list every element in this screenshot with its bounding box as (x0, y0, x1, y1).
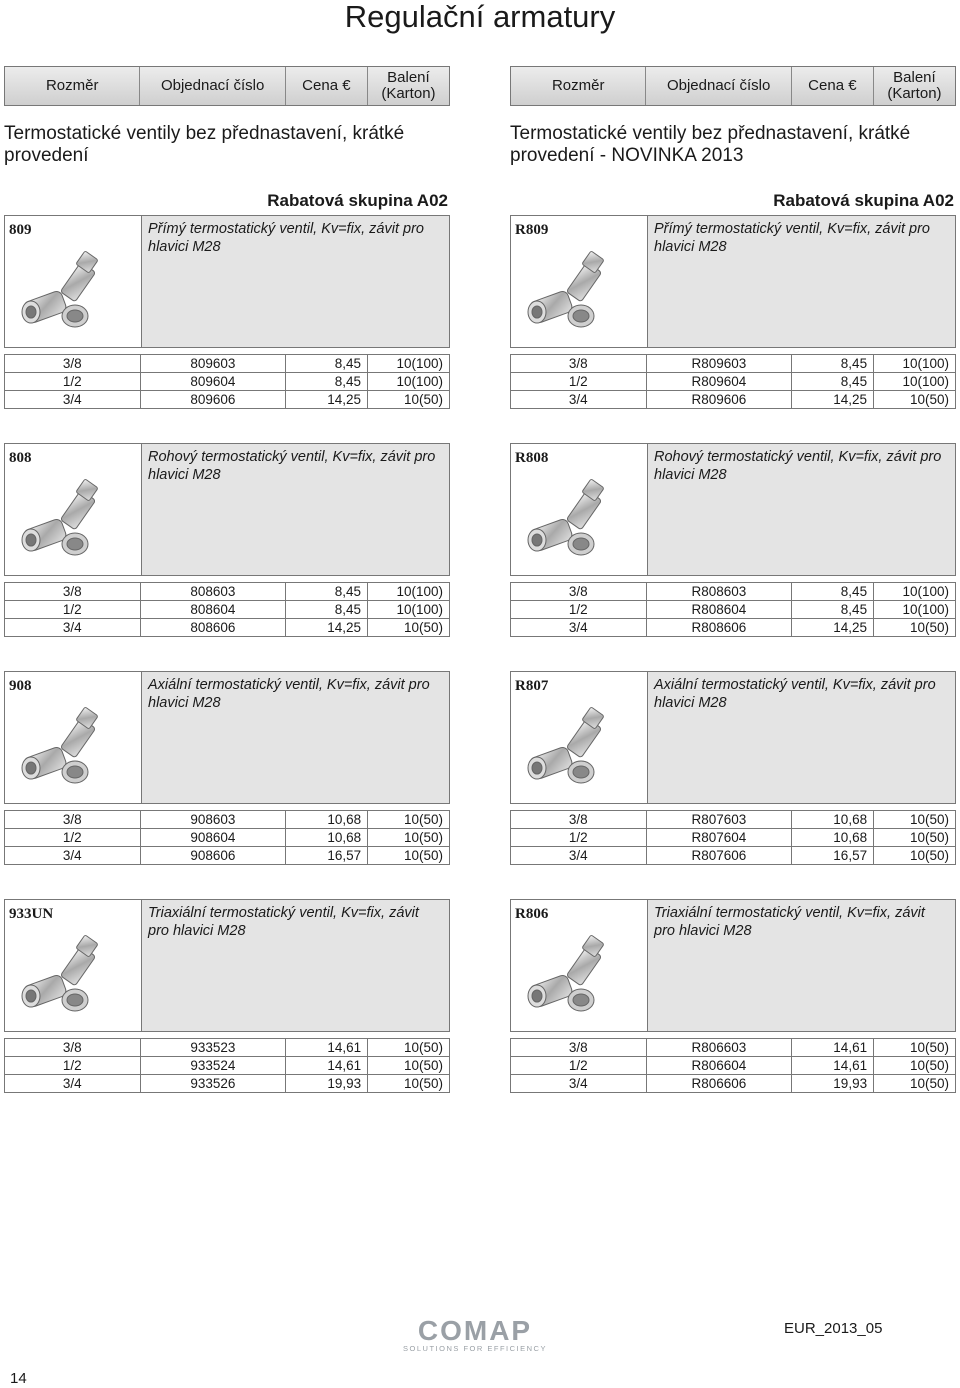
packaging-cell: 10(50) (874, 1057, 956, 1075)
table-row (5, 601, 450, 619)
packaging-cell: 10(50) (874, 619, 956, 637)
table-row (5, 583, 450, 601)
rabat-group: Rabatová skupina A02 (773, 191, 954, 210)
order-number-cell: R809606 (646, 391, 792, 409)
packaging-cell: 10(50) (368, 619, 450, 637)
product-image-box (511, 900, 648, 1031)
table-row (511, 601, 956, 619)
packaging-cell: 10(100) (874, 373, 956, 391)
valve-image (19, 706, 127, 790)
product-code: R808 (515, 450, 549, 466)
svg-text:COMAP: COMAP (417, 1316, 533, 1346)
product-image-box (5, 900, 142, 1031)
order-number-cell: 908604 (140, 829, 286, 847)
price-cell: 14,25 (286, 619, 368, 637)
price-cell: 14,25 (792, 619, 874, 637)
table-row (5, 847, 450, 865)
price-cell: 10,68 (286, 829, 368, 847)
size-cell: 3/4 (511, 847, 647, 865)
rabat-group: Rabatová skupina A02 (267, 191, 448, 210)
order-number-cell: 933523 (140, 1039, 286, 1057)
price-cell: 19,93 (286, 1075, 368, 1093)
product-image-box (511, 216, 648, 347)
header-cena: Cena € (285, 67, 367, 105)
header-rozmer: Rozměr (45, 77, 99, 94)
order-number-cell: 933526 (140, 1075, 286, 1093)
size-cell: 3/8 (511, 355, 647, 373)
packaging-cell: 10(50) (874, 847, 956, 865)
table-header (510, 66, 956, 106)
table-row (5, 391, 450, 409)
header-objednaci-cislo: Objednací číslo (139, 67, 284, 105)
order-number-cell: 908606 (140, 847, 286, 865)
product-block (510, 215, 956, 348)
product-block (4, 671, 450, 804)
packaging-cell: 10(50) (368, 391, 450, 409)
price-table (4, 810, 450, 865)
table-row (5, 619, 450, 637)
price-cell: 8,45 (286, 355, 368, 373)
size-cell: 1/2 (511, 601, 647, 619)
size-cell: 3/4 (5, 391, 141, 409)
table-row (5, 829, 450, 847)
size-cell: 1/2 (5, 829, 141, 847)
size-cell: 1/2 (511, 1057, 647, 1075)
table-row (511, 1075, 956, 1093)
product-code: 908 (9, 678, 32, 694)
price-table (4, 1038, 450, 1093)
product-code: R809 (515, 222, 549, 238)
packaging-cell: 10(50) (874, 1075, 956, 1093)
order-number-cell: 908603 (140, 811, 286, 829)
product-block (510, 899, 956, 1032)
packaging-cell: 10(50) (874, 829, 956, 847)
price-table (510, 582, 956, 637)
valve-image (525, 706, 633, 790)
price-cell: 8,45 (286, 601, 368, 619)
product-description: Rohový termostatický ventil, Kv=fix, závit pro hlavici M28 (142, 444, 449, 575)
table-row (5, 1075, 450, 1093)
product-description: Přímý termostatický ventil, Kv=fix, závit pro hlavici M28 (142, 216, 449, 347)
table-row (511, 847, 956, 865)
order-number-cell: R807606 (646, 847, 792, 865)
product-block (510, 671, 956, 804)
document-code: EUR_2013_05 (784, 1320, 883, 1337)
size-cell: 3/8 (5, 1039, 141, 1057)
header-baleni: Balení (Karton) (873, 67, 955, 105)
packaging-cell: 10(50) (368, 1057, 450, 1075)
price-cell: 8,45 (792, 355, 874, 373)
size-cell: 3/8 (511, 1039, 647, 1057)
price-cell: 14,25 (286, 391, 368, 409)
page-number: 14 (10, 1370, 27, 1387)
price-cell: 8,45 (286, 373, 368, 391)
table-row (5, 1039, 450, 1057)
table-row (5, 355, 450, 373)
product-description: Triaxiální termostatický ventil, Kv=fix, závit pro hlavici M28 (142, 900, 449, 1031)
price-cell: 14,25 (792, 391, 874, 409)
valve-image (19, 250, 127, 334)
product-image-box (5, 216, 142, 347)
price-table (510, 810, 956, 865)
table-row (511, 583, 956, 601)
price-cell: 14,61 (792, 1039, 874, 1057)
size-cell: 3/4 (511, 619, 647, 637)
order-number-cell: R807603 (646, 811, 792, 829)
table-header (4, 66, 450, 106)
price-cell: 19,93 (792, 1075, 874, 1093)
table-row (511, 355, 956, 373)
product-description: Rohový termostatický ventil, Kv=fix, závit pro hlavici M28 (648, 444, 955, 575)
packaging-cell: 10(50) (874, 391, 956, 409)
packaging-cell: 10(100) (368, 355, 450, 373)
section-title: Termostatické ventily bez přednastavení, krátké provedení (4, 123, 405, 166)
header-rozmer: Rozměr (551, 77, 605, 94)
svg-text:SOLUTIONS FOR EFFICIENCY: SOLUTIONS FOR EFFICIENCY (403, 1344, 547, 1353)
product-image-box (5, 444, 142, 575)
size-cell: 3/4 (5, 1075, 141, 1093)
product-code: R806 (515, 906, 549, 922)
packaging-cell: 10(100) (368, 373, 450, 391)
header-baleni: Balení (Karton) (367, 67, 449, 105)
order-number-cell: 809604 (140, 373, 286, 391)
order-number-cell: 809606 (140, 391, 286, 409)
price-table (4, 354, 450, 409)
price-cell: 14,61 (792, 1057, 874, 1075)
table-row (5, 811, 450, 829)
left-column (4, 66, 450, 1093)
size-cell: 3/8 (5, 355, 141, 373)
price-cell: 16,57 (792, 847, 874, 865)
size-cell: 1/2 (5, 1057, 141, 1075)
table-row (511, 811, 956, 829)
order-number-cell: 808606 (140, 619, 286, 637)
valve-image (525, 934, 633, 1018)
order-number-cell: 808603 (140, 583, 286, 601)
table-row (511, 619, 956, 637)
table-row (511, 1039, 956, 1057)
packaging-cell: 10(100) (368, 601, 450, 619)
price-cell: 10,68 (286, 811, 368, 829)
price-cell: 8,45 (286, 583, 368, 601)
valve-image (19, 934, 127, 1018)
order-number-cell: 808604 (140, 601, 286, 619)
product-block (4, 215, 450, 348)
price-cell: 16,57 (286, 847, 368, 865)
product-description: Přímý termostatický ventil, Kv=fix, závit pro hlavici M28 (648, 216, 955, 347)
product-block (4, 899, 450, 1032)
size-cell: 3/8 (5, 583, 141, 601)
price-cell: 8,45 (792, 373, 874, 391)
size-cell: 3/8 (5, 811, 141, 829)
packaging-cell: 10(50) (368, 829, 450, 847)
product-image-box (5, 672, 142, 803)
packaging-cell: 10(50) (368, 847, 450, 865)
size-cell: 1/2 (5, 373, 141, 391)
right-column (510, 66, 956, 1093)
comap-logo (390, 1316, 560, 1354)
section-title: Termostatické ventily bez přednastavení, krátké provedení - NOVINKA 2013 (510, 123, 911, 166)
product-code: 933UN (9, 906, 54, 922)
product-block (4, 443, 450, 576)
packaging-cell: 10(100) (874, 601, 956, 619)
valve-image (19, 478, 127, 562)
price-table (510, 1038, 956, 1093)
packaging-cell: 10(50) (368, 1039, 450, 1057)
order-number-cell: 933524 (140, 1057, 286, 1075)
product-code: 808 (9, 450, 32, 466)
valve-image (525, 250, 633, 334)
order-number-cell: R807604 (646, 829, 792, 847)
size-cell: 3/8 (511, 811, 647, 829)
order-number-cell: R806604 (646, 1057, 792, 1075)
table-row (511, 829, 956, 847)
page-title: Regulační armatury (344, 0, 616, 34)
product-code: R807 (515, 678, 549, 694)
table-row (5, 373, 450, 391)
order-number-cell: R808606 (646, 619, 792, 637)
price-cell: 10,68 (792, 829, 874, 847)
packaging-cell: 10(50) (368, 1075, 450, 1093)
order-number-cell: R806603 (646, 1039, 792, 1057)
size-cell: 3/4 (511, 1075, 647, 1093)
packaging-cell: 10(50) (874, 1039, 956, 1057)
product-code: 809 (9, 222, 32, 238)
header-cena: Cena € (791, 67, 873, 105)
size-cell: 1/2 (511, 829, 647, 847)
packaging-cell: 10(50) (874, 811, 956, 829)
packaging-cell: 10(100) (874, 583, 956, 601)
table-row (5, 1057, 450, 1075)
table-row (511, 1057, 956, 1075)
order-number-cell: R809603 (646, 355, 792, 373)
order-number-cell: R806606 (646, 1075, 792, 1093)
price-table (4, 582, 450, 637)
packaging-cell: 10(100) (368, 583, 450, 601)
product-description: Axiální termostatický ventil, Kv=fix, závit pro hlavici M28 (648, 672, 955, 803)
product-image-box (511, 672, 648, 803)
table-row (511, 391, 956, 409)
order-number-cell: R809604 (646, 373, 792, 391)
product-image-box (511, 444, 648, 575)
price-cell: 14,61 (286, 1039, 368, 1057)
product-description: Axiální termostatický ventil, Kv=fix, závit pro hlavici M28 (142, 672, 449, 803)
size-cell: 1/2 (5, 601, 141, 619)
product-block (510, 443, 956, 576)
size-cell: 3/4 (5, 619, 141, 637)
order-number-cell: R808603 (646, 583, 792, 601)
size-cell: 3/8 (511, 583, 647, 601)
size-cell: 3/4 (511, 391, 647, 409)
header-objednaci-cislo: Objednací číslo (645, 67, 790, 105)
price-cell: 10,68 (792, 811, 874, 829)
table-row (511, 373, 956, 391)
price-cell: 8,45 (792, 601, 874, 619)
price-cell: 8,45 (792, 583, 874, 601)
valve-image (525, 478, 633, 562)
price-table (510, 354, 956, 409)
packaging-cell: 10(50) (368, 811, 450, 829)
packaging-cell: 10(100) (874, 355, 956, 373)
order-number-cell: R808604 (646, 601, 792, 619)
price-cell: 14,61 (286, 1057, 368, 1075)
order-number-cell: 809603 (140, 355, 286, 373)
size-cell: 1/2 (511, 373, 647, 391)
size-cell: 3/4 (5, 847, 141, 865)
product-description: Triaxiální termostatický ventil, Kv=fix, závit pro hlavici M28 (648, 900, 955, 1031)
